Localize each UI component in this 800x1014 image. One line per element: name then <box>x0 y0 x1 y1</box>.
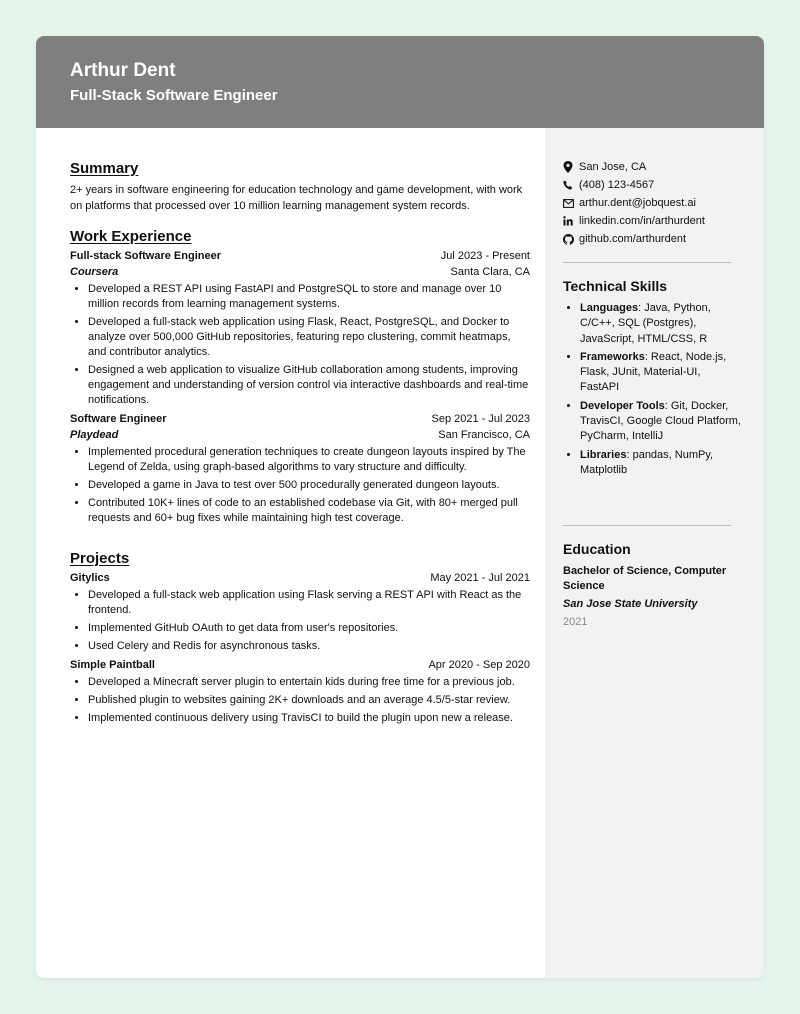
job-bullets <box>70 282 530 408</box>
education-school: San Jose State University <box>563 598 698 610</box>
list-item: • Implemented procedural generation techniques to create dungeon layouts inspired by The Legend of Zelda, using graph-based algorithms to vary structure and difficulty. <box>88 445 530 475</box>
sidebar-divider <box>563 262 731 263</box>
location-pin-icon <box>563 161 579 173</box>
projects-heading: Projects <box>70 550 130 567</box>
project-entry <box>70 570 530 654</box>
contact-github[interactable] <box>563 230 705 248</box>
contact-linkedin[interactable] <box>563 212 705 230</box>
list-item: • Implemented continuous delivery using TravisCI to build the plugin upon new a release. <box>88 711 530 726</box>
sidebar <box>545 128 764 978</box>
skill-label: Libraries <box>580 448 627 461</box>
list-item: • Developed a game in Java to test over 500 procedurally generated dungeon layouts. <box>88 478 530 493</box>
linkedin-icon <box>563 216 579 226</box>
skill-values: : Git, Docker, TravisCI, Google Cloud Platform, PyCharm, IntelliJ <box>580 399 741 443</box>
job-title: Full-stack Software Engineer <box>70 250 221 262</box>
skill-label: Frameworks <box>580 350 645 363</box>
list-item: • Contributed 10K+ lines of code to an established codebase via Git, with 80+ merged pull requests and 60+ bug fixes while maintaining high test coverage. <box>88 496 530 526</box>
contact-location <box>563 158 705 176</box>
summary-section <box>70 160 530 214</box>
job-bullets <box>70 445 530 526</box>
skill-values: : React, Node.js, Flask, JUnit, Material-UI, FastAPI <box>580 350 727 394</box>
work-heading: Work Experience <box>70 228 192 245</box>
list-item: • Developed a REST API using FastAPI and PostgreSQL to store and manage over 10 million records from learning management systems. <box>88 282 530 312</box>
list-item: • Developed a Minecraft server plugin to entertain kids during free time for a previous job. <box>88 675 530 690</box>
skill-group <box>580 350 741 396</box>
project-bullets <box>70 675 530 726</box>
job-company: Playdead <box>70 429 119 441</box>
resume-header <box>36 36 764 128</box>
work-section <box>70 228 530 529</box>
list-item: • Used Celery and Redis for asynchronous tasks. <box>88 639 530 654</box>
project-name: Gitylics <box>70 572 110 584</box>
phone-icon <box>563 180 579 190</box>
github-icon <box>563 234 579 245</box>
list-item: • Designed a web application to visualize GitHub collaboration among students, improving engagement and understanding of version control via interactive dashboards and real-time notifications. <box>88 363 530 408</box>
job-dates: Jul 2023 - Present <box>440 250 530 262</box>
list-item: • Implemented GitHub OAuth to get data from user's repositories. <box>88 621 530 636</box>
resume-sheet <box>36 36 764 978</box>
contact-location-text: San Jose, CA <box>579 161 647 173</box>
contact-linkedin-text[interactable]: linkedin.com/in/arthurdent <box>579 215 705 227</box>
education-heading: Education <box>563 541 631 557</box>
education-entry <box>563 564 743 630</box>
contact-email-text[interactable]: arthur.dent@jobquest.ai <box>579 197 696 209</box>
project-entry <box>70 657 530 726</box>
contact-list <box>563 158 705 248</box>
skill-group <box>580 448 741 479</box>
summary-text: 2+ years in software engineering for education technology and game development, with work on platforms that processed over 10 million learning management system records. <box>70 184 523 212</box>
skill-label: Developer Tools <box>580 399 665 412</box>
sidebar-divider <box>563 525 731 526</box>
education-degree: Bachelor of Science, Computer Science <box>563 565 727 592</box>
contact-email[interactable] <box>563 194 705 212</box>
mail-icon <box>563 199 579 208</box>
list-item: • Published plugin to websites gaining 2K+ downloads and an average 4.5/5-star review. <box>88 693 530 708</box>
job-company: Coursera <box>70 266 119 278</box>
skill-group <box>580 301 741 347</box>
skills-list <box>563 301 741 481</box>
job-entry <box>70 411 530 526</box>
project-name: Simple Paintball <box>70 659 155 671</box>
list-item: • Developed a full-stack web application using Flask, React, PostgreSQL, and Docker to analyze over 500,000 GitHub repositories, featuring repo clustering, commit heatmaps, and contributor analytics. <box>88 315 530 360</box>
candidate-name: Arthur Dent <box>70 60 176 81</box>
contact-github-text[interactable]: github.com/arthurdent <box>579 233 687 245</box>
project-bullets <box>70 588 530 654</box>
project-dates: May 2021 - Jul 2021 <box>430 572 530 584</box>
projects-section <box>70 550 530 729</box>
contact-phone <box>563 176 705 194</box>
job-location: San Francisco, CA <box>438 429 530 441</box>
skill-values: : pandas, NumPy, Matplotlib <box>580 448 714 476</box>
list-item: • Developed a full-stack web application using Flask serving a REST API with React as the frontend. <box>88 588 530 618</box>
skill-group <box>580 399 741 445</box>
skills-heading: Technical Skills <box>563 278 668 294</box>
job-dates: Sep 2021 - Jul 2023 <box>431 413 530 425</box>
skill-label: Languages <box>580 302 639 314</box>
job-entry <box>70 248 530 408</box>
candidate-title: Full-Stack Software Engineer <box>70 87 278 104</box>
skill-values: : Java, Python, C/C++, SQL (Postgres), JavaScript, HTML/CSS, R <box>580 302 711 345</box>
summary-heading: Summary <box>70 160 139 177</box>
job-title: Software Engineer <box>70 413 167 425</box>
project-dates: Apr 2020 - Sep 2020 <box>428 659 530 671</box>
job-location: Santa Clara, CA <box>450 266 530 278</box>
education-year: 2021 <box>563 616 588 628</box>
contact-phone-text: (408) 123-4567 <box>579 179 655 191</box>
